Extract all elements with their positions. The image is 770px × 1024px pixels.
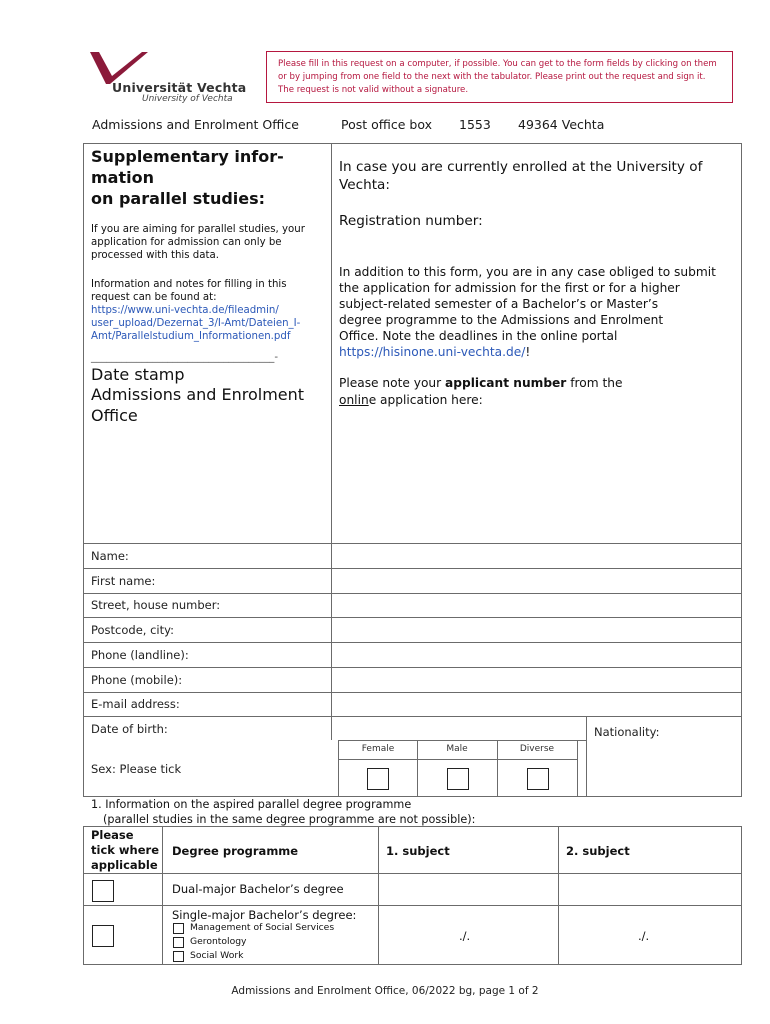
first-name-field[interactable] <box>332 569 741 593</box>
gerontology-checkbox[interactable] <box>173 937 184 948</box>
single-major-subject1-value: ./. <box>459 929 471 943</box>
info-link-line2[interactable]: user_upload/Dezernat_3/I-Amt/Dateien_I- <box>91 318 301 329</box>
section-heading-line3: on parallel studies: <box>91 189 266 208</box>
info-text-line2: request can be found at: <box>91 292 217 303</box>
section1-heading-line2: (parallel studies in the same degree programme are not possible): <box>103 813 476 826</box>
email-label: E-mail address: <box>91 697 180 711</box>
sex-column-divider <box>417 740 418 797</box>
application-note-line5: Office. Note the deadlines in the online portal <box>339 329 618 343</box>
street-field[interactable] <box>332 594 741 617</box>
dual-major-checkbox[interactable] <box>92 880 114 902</box>
dual-major-label: Dual-major Bachelor’s degree <box>172 882 344 896</box>
sex-row-divider <box>338 740 586 741</box>
col-degree-programme-header: Degree programme <box>172 844 299 858</box>
application-note-line4: degree programme to the Admissions and Enrolment <box>339 313 664 327</box>
page-footer: Admissions and Enrolment Office, 06/2022 bg, page 1 of 2 <box>231 985 539 997</box>
enrolled-text-line2: Vechta: <box>339 177 390 193</box>
table-row-divider <box>83 905 742 906</box>
dual-major-subject1-field[interactable] <box>379 874 558 905</box>
col-subject1-header: 1. subject <box>386 844 450 858</box>
enrolled-text-line1: In case you are currently enrolled at the University of <box>339 159 703 175</box>
portal-link-line: https://hisinone.uni-vechta.de/! <box>339 345 531 359</box>
info-link-line3[interactable]: Amt/Parallelstudium_Informationen.pdf <box>91 331 291 342</box>
sex-diverse-checkbox[interactable] <box>527 768 549 790</box>
po-box-number: 1553 <box>459 117 491 132</box>
postcode-city-label: Postcode, city: <box>91 623 174 637</box>
col-tick-header-line3: applicable <box>91 858 158 872</box>
sex-female-checkbox[interactable] <box>367 768 389 790</box>
intro-text-line1: If you are aiming for parallel studies, your <box>91 224 305 235</box>
sex-option-male-label: Male <box>446 744 468 754</box>
sex-option-female-label: Female <box>361 744 395 754</box>
sex-column-divider <box>338 740 339 797</box>
management-social-services-label: Management of Social Services <box>190 922 335 933</box>
university-logo <box>90 50 255 106</box>
phone-landline-label: Phone (landline): <box>91 648 189 662</box>
street-label: Street, house number: <box>91 598 221 612</box>
first-name-label: First name: <box>91 574 156 588</box>
intro-text-line3: processed with this data. <box>91 250 219 261</box>
single-major-checkbox[interactable] <box>92 925 114 947</box>
sex-male-checkbox[interactable] <box>447 768 469 790</box>
postcode-city-field[interactable] <box>332 618 741 642</box>
col-subject2-header: 2. subject <box>566 844 630 858</box>
single-major-subject2-value: ./. <box>638 929 650 943</box>
table-column-divider <box>162 826 163 965</box>
date-of-birth-field[interactable] <box>332 717 586 740</box>
email-field[interactable] <box>332 693 741 716</box>
nationality-label: Nationality: <box>594 725 660 739</box>
gerontology-label: Gerontology <box>190 936 247 947</box>
name-field[interactable] <box>332 544 741 568</box>
phone-mobile-label: Phone (mobile): <box>91 673 183 687</box>
postcode-city: 49364 Vechta <box>518 117 605 132</box>
nationality-field[interactable] <box>587 740 741 796</box>
sex-column-divider <box>497 740 498 797</box>
single-major-label: Single-major Bachelor’s degree: <box>172 908 357 922</box>
logo-mark-icon <box>90 50 150 84</box>
instruction-notice: Please fill in this request on a computer, if possible. You can get to the form fields by clicking on them or by jumping from one field to the next with the tabulator. Please print out the request and sign it. The request is not valid without a signature. <box>266 51 733 103</box>
date-stamp-line2: Admissions and Enrolment <box>91 385 305 404</box>
col-tick-header-line2: tick where <box>91 843 159 857</box>
registration-number-label: Registration number: <box>339 213 483 229</box>
date-stamp-line3: Office <box>91 406 138 425</box>
applicant-number-emphasis: applicant number <box>445 376 567 390</box>
col-tick-header-line1: Please <box>91 828 134 842</box>
info-text-line1: Information and notes for filling in this <box>91 279 287 290</box>
logo-subtitle: University of Vechta <box>142 94 233 104</box>
intro-text-line2: application for admission can only be <box>91 237 282 248</box>
sex-label: Sex: Please tick <box>91 762 182 776</box>
application-note-line3: subject-related semester of a Bachelor’s or Master’s <box>339 297 659 311</box>
section1-heading-line1: 1. Information on the aspired parallel degree programme <box>91 798 412 811</box>
portal-link[interactable]: https://hisinone.uni-vechta.de/ <box>339 345 526 359</box>
sex-option-diverse-label: Diverse <box>519 744 555 754</box>
dual-major-subject2-field[interactable] <box>559 874 741 905</box>
management-social-services-checkbox[interactable] <box>173 923 184 934</box>
applicant-number-note-line2: online application here: <box>339 393 483 407</box>
office-name: Admissions and Enrolment Office <box>92 117 299 132</box>
application-note-line2: the application for admission for the first or for a higher <box>339 281 680 295</box>
section-heading-line2: mation <box>91 168 154 187</box>
social-work-checkbox[interactable] <box>173 951 184 962</box>
separator-line: ____________________________________- <box>91 352 279 363</box>
sex-column-divider <box>577 740 578 797</box>
info-link-line1[interactable]: https://www.uni-vechta.de/fileadmin/ <box>91 305 279 316</box>
phone-mobile-field[interactable] <box>332 668 741 692</box>
date-of-birth-label: Date of birth: <box>91 722 168 736</box>
applicant-number-note-line1: Please note your applicant number from the <box>339 376 623 390</box>
social-work-label: Social Work <box>190 950 244 961</box>
name-label: Name: <box>91 549 129 563</box>
sex-header-divider <box>338 759 577 760</box>
section-heading-line1: Supplementary infor- <box>91 147 284 166</box>
date-stamp-line1: Date stamp <box>91 365 185 384</box>
logo-name: Universität Vechta <box>112 80 247 95</box>
application-note-line1: In addition to this form, you are in any case obliged to submit <box>339 265 716 279</box>
phone-landline-field[interactable] <box>332 643 741 667</box>
po-box-label: Post office box <box>341 117 432 132</box>
